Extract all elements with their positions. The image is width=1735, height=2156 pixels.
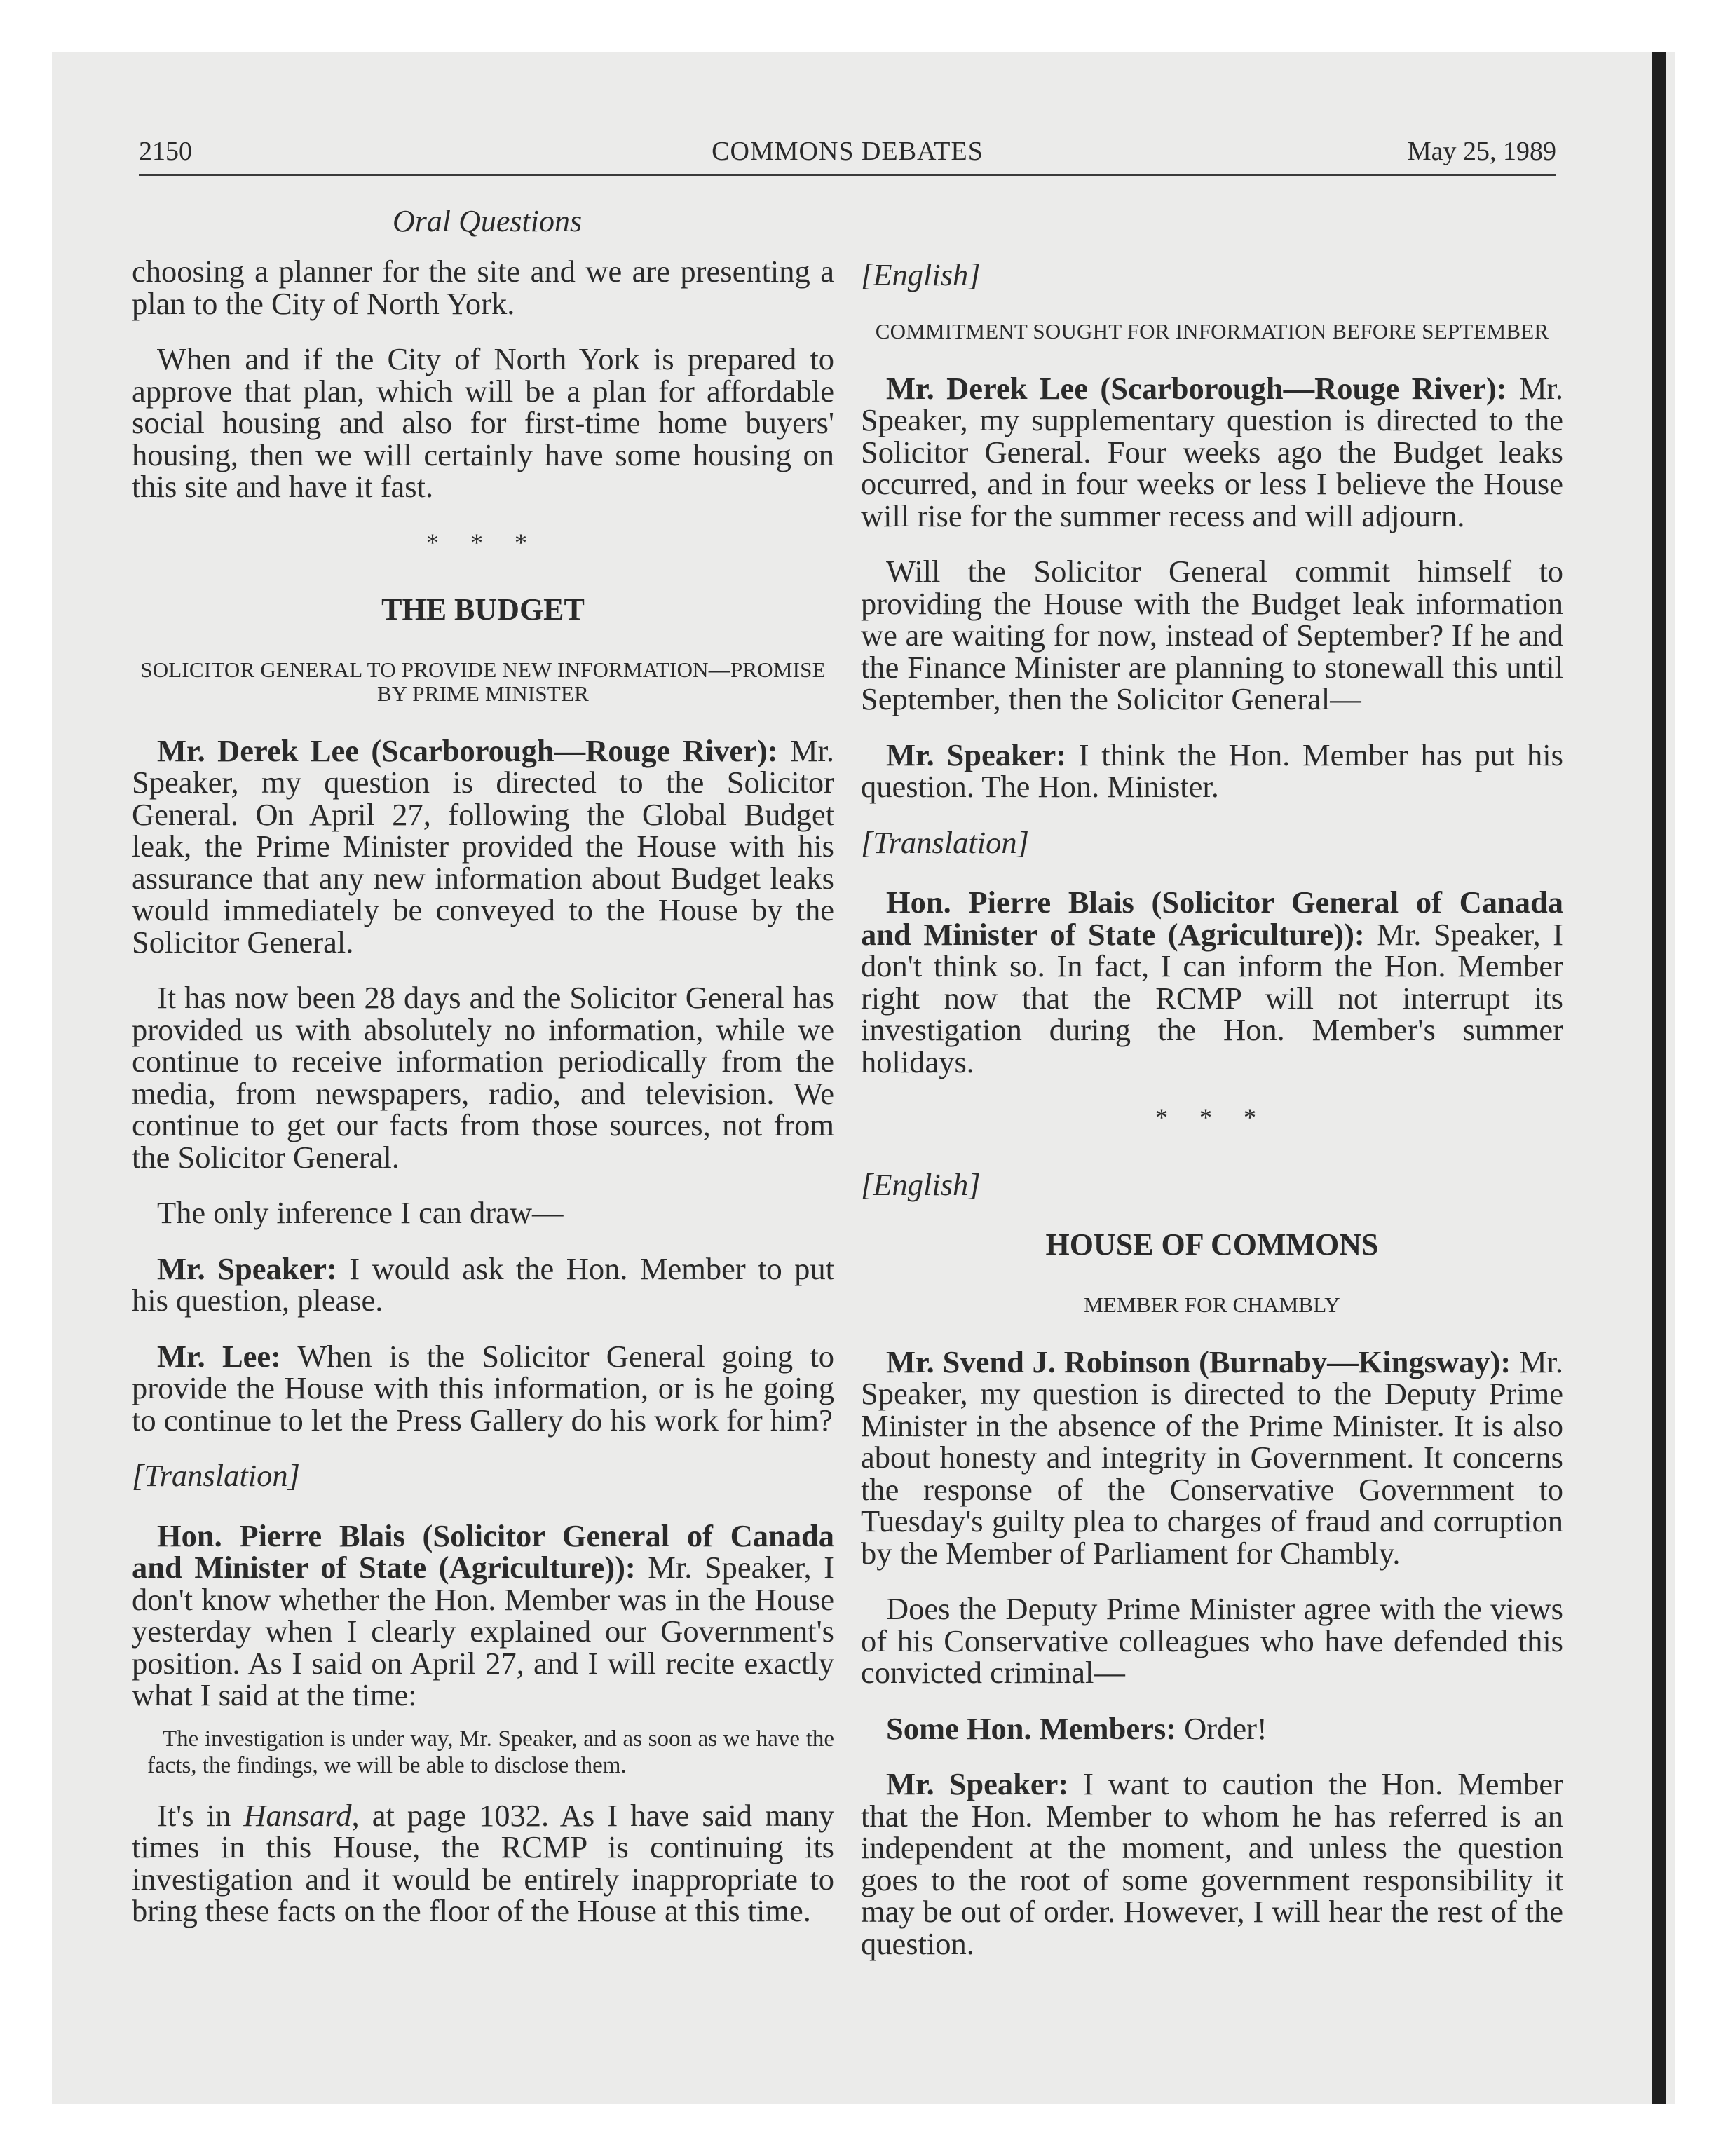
paragraph	[132, 1797, 835, 1928]
speaker-name: Hon. Pierre Blais (Solicitor General of Canada and Minister of State (Agriculture)):	[132, 1517, 834, 1585]
speech-paragraph	[861, 1768, 1563, 1960]
speech-text: Mr. Speaker, I don't know whether the Hon. Member was in the House yesterday when I clearly explained our Government's position. As I said on April 27, and I will recite exactly what I said at the time:	[132, 1550, 834, 1712]
language-tag: [English]	[861, 1166, 981, 1202]
subsection-heading: MEMBER FOR CHAMBLY	[1084, 1292, 1340, 1317]
paragraph: Does the Deputy Prime Minister agree with the views of his Conservative colleagues who have defended this convicted criminal—	[861, 1591, 1563, 1690]
paragraph: It has now been 28 days and the Solicitor General has provided us with absolutely no information, while we continue to receive information periodically from the media, from newspapers, radio, and television. We continue to get our facts from those sources, not from the Solicitor General.	[132, 980, 834, 1175]
speaker-name: Some Hon. Members:	[886, 1710, 1177, 1746]
speech-paragraph	[861, 1346, 1563, 1570]
speech-text: Mr. Speaker, my question is directed to the Deputy Prime Minister in the absence of the Prime Minister. It is also about honesty and integrity in Government. It concerns the response of the Conservative Government to Tuesday's guilty plea to charges of fraud and corruption by the Member of Parliament for Chambly.	[861, 1344, 1564, 1571]
section-heading: THE BUDGET	[381, 592, 585, 627]
paragraph: The only inference I can draw—	[157, 1195, 564, 1230]
speech-text: Order!	[1176, 1710, 1267, 1746]
subsection-heading: SOLICITOR GENERAL TO PROVIDE NEW INFORMATION—PROMISE BY PRIME MINISTER	[140, 657, 826, 706]
speaker-name: Mr. Speaker:	[886, 737, 1067, 772]
section-heading: HOUSE OF COMMONS	[1045, 1227, 1379, 1262]
section-break-stars: * * *	[1155, 1103, 1269, 1131]
speech-paragraph	[861, 739, 1563, 803]
section-break-stars: * * *	[426, 528, 540, 557]
speech-paragraph	[132, 1517, 834, 1712]
hansard-italic: Hansard	[243, 1797, 352, 1833]
speech-text: I would ask the Hon. Member to put his question, please.	[132, 1250, 834, 1318]
block-quote: The investigation is under way, Mr. Speaker, and as soon as we have the facts, the findings, we will be able to disclose them.	[147, 1726, 834, 1778]
text-run: It's in	[157, 1797, 244, 1833]
speaker-name: Hon. Pierre Blais (Solicitor General of Canada and Minister of State (Agriculture)):	[861, 885, 1563, 952]
speech-text: Mr. Speaker, my supplementary question is directed to the Solicitor General. Four weeks ago the Budget leaks occurred, and in four weeks or less I believe the House will rise for the summer recess and will adjourn.	[861, 370, 1563, 533]
speaker-name: Mr. Svend J. Robinson (Burnaby—Kingsway):	[886, 1344, 1511, 1379]
speech-text: I think the Hon. Member has put his question. The Hon. Minister.	[861, 737, 1563, 804]
speech-text: Mr. Speaker, my question is directed to the Solicitor General. On April 27, following the Global Budget leak, the Prime Minister provided the House with his assurance that any new information about Budget leaks would immediately be conveyed to the House by the Solicitor General.	[132, 732, 834, 960]
text-run: , at page 1032. As I have said many times in this House, the RCMP is continuing its investigation and it would be entirely inappropriate to bring these facts on the floor of the House at this time.	[132, 1797, 835, 1928]
right-column	[861, 259, 1563, 1984]
speech-paragraph	[132, 732, 834, 960]
speech-paragraph	[861, 1710, 1563, 1746]
publication-date: May 25, 1989	[1407, 137, 1556, 166]
section-label: Oral Questions	[393, 204, 583, 238]
speech-paragraph	[861, 370, 1563, 533]
scan-binding-edge	[1652, 52, 1666, 2104]
speaker-name: Mr. Speaker:	[886, 1766, 1069, 1801]
speaker-name: Mr. Lee:	[157, 1338, 281, 1374]
speech-paragraph	[132, 1250, 834, 1318]
speaker-name: Mr. Derek Lee (Scarborough—Rouge River):	[886, 370, 1507, 406]
paragraph: Will the Solicitor General commit himself to providing the House with the Budget leak information we are waiting for now, instead of September? If he and the Finance Minister are planning to stonewall this until September, then the Solicitor General—	[861, 554, 1563, 716]
speech-text: I want to caution the Hon. Member that the Hon. Member to whom he has referred is an independent at the moment, and unless the question goes to the root of some government responsibility it may be out of order. However, I will hear the rest of the question.	[861, 1766, 1563, 1961]
speech-text: When is the Solicitor General going to provide the House with this information, or is he going to continue to let the Press Gallery do his work for him?	[132, 1338, 834, 1438]
subsection-heading: COMMITMENT SOUGHT FOR INFORMATION BEFORE SEPTEMBER	[875, 318, 1549, 343]
publication-title: COMMONS DEBATES	[712, 137, 984, 166]
speaker-name: Mr. Derek Lee (Scarborough—Rouge River):	[157, 732, 778, 768]
speech-paragraph	[132, 1338, 834, 1438]
running-header	[139, 125, 1556, 176]
speech-paragraph	[861, 887, 1563, 1078]
paragraph: choosing a planner for the site and we are presenting a plan to the City of North York.	[132, 254, 834, 321]
speech-text: Mr. Speaker, I don't think so. In fact, I can inform the Hon. Member right now that the RCMP will not interrupt its investigation during the Hon. Member's summer holidays.	[861, 916, 1563, 1079]
language-tag: [Translation]	[132, 1458, 300, 1493]
left-column	[132, 256, 834, 1951]
page-number: 2150	[139, 137, 192, 166]
speaker-name: Mr. Speaker:	[157, 1250, 337, 1286]
language-tag: [English]	[861, 257, 981, 292]
language-tag: [Translation]	[861, 824, 1029, 860]
paragraph: When and if the City of North York is prepared to approve that plan, which will be a plan for affordable social housing and also for first-time home buyers' housing, then we will certainly have some housing on this site and have it fast.	[132, 341, 834, 504]
